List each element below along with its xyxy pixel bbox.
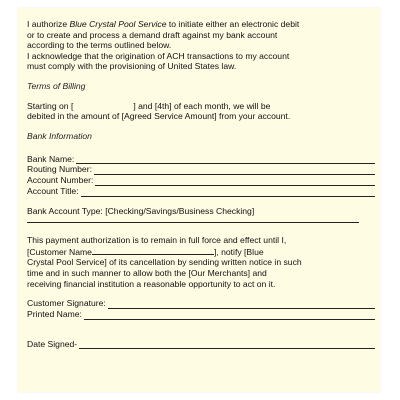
account-title-label: Account Title: — [27, 185, 79, 196]
account-number-label: Account Number: — [27, 175, 94, 186]
intro-line-4: I acknowledge that the origination of ACH transactions to my account — [27, 50, 290, 61]
account-number-line[interactable] — [95, 177, 375, 186]
billing-text: Starting on [ — [27, 100, 74, 111]
routing-number-line[interactable] — [94, 166, 375, 175]
intro-text: to initiate either an electronic debit — [166, 19, 300, 29]
account-type-line[interactable] — [27, 216, 359, 223]
billing-line-1 — [27, 101, 375, 112]
customer-name-line[interactable] — [92, 246, 214, 255]
account-number-field[interactable] — [27, 175, 375, 186]
intro-line-5: must comply with the provisioning of United States law. — [27, 61, 237, 72]
auth-text: ], notify [Blue — [213, 246, 264, 257]
auth-text: [Customer Name — [27, 246, 92, 257]
bank-name-label: Bank Name: — [27, 153, 75, 164]
date-signed-label: Date Signed- — [27, 338, 78, 349]
auth-line-5: receiving financial institution a reasonable opportunity to act on it. — [27, 278, 276, 289]
customer-signature-label: Customer Signature: — [27, 298, 106, 309]
printed-name-line[interactable] — [84, 311, 375, 320]
auth-line-4: time and in such manner to allow both the [Our Merchants] and — [27, 267, 267, 278]
account-title-line[interactable] — [81, 188, 375, 197]
billing-text: ] and [4th] of each month, we will be — [133, 100, 271, 111]
intro-line-1 — [27, 19, 375, 30]
auth-line-2 — [27, 246, 375, 258]
intro-text: I authorize — [27, 19, 70, 29]
routing-number-field[interactable] — [27, 164, 375, 175]
authorization-document — [18, 8, 380, 392]
customer-signature-field[interactable] — [27, 298, 375, 309]
account-title-field[interactable] — [27, 186, 375, 197]
intro-line-3: according to the terms outlined below. — [27, 40, 172, 51]
account-type-label: Bank Account Type: [Checking/Savings/Business Checking] — [27, 205, 255, 216]
bank-name-field[interactable] — [27, 153, 375, 164]
intro-line-2: or to create and process a demand draft against my bank account — [27, 29, 278, 40]
date-signed-line[interactable] — [79, 340, 375, 349]
billing-heading: Terms of Billing — [27, 80, 86, 91]
bank-name-line[interactable] — [76, 155, 375, 164]
company-name: Blue Crystal Pool Service — [69, 19, 167, 29]
billing-line-2: debited in the amount of [Agreed Service Amount] from your account. — [27, 111, 291, 122]
customer-signature-line[interactable] — [108, 300, 375, 309]
printed-name-field[interactable] — [27, 309, 375, 320]
bank-heading: Bank Information — [27, 130, 92, 141]
auth-line-1: This payment authorization is to remain in full force and effect until I, — [27, 235, 287, 246]
printed-name-label: Printed Name: — [27, 309, 82, 320]
date-signed-field[interactable] — [27, 339, 375, 350]
auth-line-3: Crystal Pool Service] of its cancellation by sending written notice in such — [27, 257, 302, 268]
document-content — [27, 19, 375, 349]
routing-number-label: Routing Number: — [27, 164, 92, 175]
